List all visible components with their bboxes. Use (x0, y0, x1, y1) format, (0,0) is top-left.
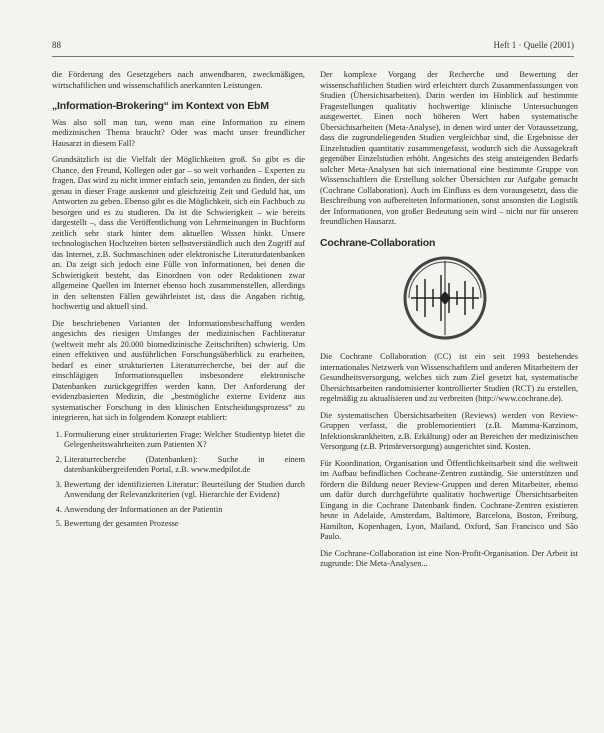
paragraph: Die Cochrane-Collaboration ist eine Non-Profit-Organisation. Der Arbeit ist zugrunde: Die Meta-Analysen... (320, 548, 578, 568)
concept-list (52, 430, 305, 530)
intro-paragraph: die Förderung des Gesetzgebers nach anwendbaren, zweckmäßigen, wirtschaftlichen und wissenschaftlich anerkannten Leistungen. (52, 70, 305, 90)
paragraph: Die Cochrane Collaboration (CC) ist ein seit 1993 bestehendes internationales Netzwerk von Wissenschaftlern und anderen Mitarbeitern der Gesundheitsversorgung, welches sich zum Ziel gesetzt hat, systematische Übersichtsarbeiten randomisierter kontrollierter Studien (RCT) zu erstellen, regelmäßig zu aktualisieren und zu verbreiten (http://www.cochrane.de). (320, 352, 578, 403)
list-item: 5. Bewertung der gesamten Prozesse (64, 519, 305, 530)
running-header (52, 40, 574, 54)
paragraph: Die beschriebenen Varianten der Informationsbeschaffung werden angesichts des riesigen Umfanges der medizinischen Fachliteratur (weltweit mehr als 20.000 biomedizinische Zeitschriften) schwierig. Um einen effektiven und ausführlichen Forschungsüberblick zu erarbeiten, bedarf es einer strukturierten Literaturrecherche, bei der auf die einschlägigen Informationsquellen insbesondere elektronische Datenbanken zurückgegriffen werden kann. Der Anforderung der evidenzbasierten Medizin, die „bestmögliche externe Evidenz aus systematischer Forschung in den klinischen Entscheidungsprozess“ zu integrieren, hat sich in folgendem Konzept etabliert: (52, 318, 305, 422)
section-heading-information-brokering: „Information-Brokering“ im Kontext von EbM (52, 100, 269, 112)
list-item: 4. Anwendung der Informationen an der Patientin (64, 505, 305, 516)
list-item: 1. Formulierung einer strukturierten Frage: Welcher Studientyp bietet die Gelegenheitswahrheiten zum Patienten X? (64, 430, 305, 451)
section-heading-cochrane: Cochrane-Collaboration (320, 236, 436, 249)
paragraph: Für Koordination, Organisation und Öffentlichkeitsarbeit sind die weltweit im Aufbau befindlichen Cochrane-Zentren zuständig. Sie unterstützen und fördern die Bildung neuer Review-Gruppen und deren Mitarbeiter, ebenso um dafür durch durchgeführte qualitativ hochwertige Übersichtsarbeiten Eingang in die Cochrane Datenbank finden. Cochrane-Zentren existieren heute in Adelaide, Amsterdam, Baltimore, Barcelona, Boston, Freiburg, Hamilton, Kopenhagen, Lyon, Mailand, Oxford, San Francisco und São Paulo. (320, 458, 578, 541)
paragraph: Grundsätzlich ist die Vielfalt der Möglichkeiten groß. So gibt es die Chance, den Freund, Kollegen oder gar – so weit vorhanden – Experten zu fragen. Das wird zu nicht immer einfach sein, jemanden zu finden, der sich genau in dieser Frage auskennt und gleichzeitig Zeit und Geduld hat, um Antworten zu geben. Ebenso gibt es die Möglichkeit, sich ein Fachbuch zu besorgen und es zu studieren. Da ist die Schwierigkeit – wie bereits dargestellt –, dass die Veröffentlichung von Lehrmeinungen in Buchform zeitlich sehr stark hinter dem aktuellen Wissen hinkt. Unsere technologischen Hochzeiten bieten selbstverständlich auch den Zugriff auf das Internet, z.B. Suchmaschinen oder elektronische Literaturdatenbanken an. Da zeigt sich jedoch eine Fülle von Informationen, bei denen die Schwierigkeit besteht, das Einordnen von oder Redaktionen zwar allgemeine Quellen im Internet ebenso hoch zusammenstellen, allerdings in den seltensten Fällen gewährleistet ist, dass die Angaben richtig, hochwertig und aktuell sind. (52, 155, 305, 311)
page-number: 88 (52, 40, 61, 50)
list-item: 3. Bewertung der identifizierten Literatur: Beurteilung der Studien durch Anwendung der Relevanzkriterien (vgl. Hierarchie der Evidenz) (64, 480, 305, 501)
cochrane-logo-icon (395, 255, 495, 341)
paragraph: Was also soll man tun, wenn man eine Information zu einem medizinischen Thema braucht? Oder was macht unser freundlicher Hausarzt in diesem Fall? (52, 117, 305, 148)
header-rule (52, 56, 574, 57)
left-column (52, 70, 305, 534)
right-column (320, 70, 578, 576)
paragraph: Der komplexe Vorgang der Recherche und Bewertung der wissenschaftlichen Studien wird erleichtert durch Zusammenfassungen von Studien (Übersichtsarbeiten). Darin werden im Hinblick auf bestimmte Fragestellungen qualitativ hochwertige klinische Untersuchungen ausgewertet. Einen noch höheren Wert haben systematische Übersichtsarbeiten (Meta-Analyse), in denen wird unter der Voraussetzung, dass die zugrundeliegenden Studien vergleichbar sind, die Ergebnisse der Einzelstudien quantitativ zusammengefasst, wodurch sich die Aussagekraft gegenüber Einzelstudien erhöht. Angesichts des steig ansteigenden Bedarfs solcher Meta-Analysen hat sich international eine bestimmte Gruppe von Wissenschaftlern die Erstellung solcher Übersichten zur Aufgabe gemacht (Cochrane Collaboration). Auch im Einfluss es dem vorausgesetzt, dass die Beschreibung von aufbereiteten Informationen, sonst ansonsten die Logistik der Informationen, von großer Bedeutung sein wird – nicht nur für unseren freundlichen Hausarzt. (320, 70, 578, 226)
cochrane-logo-figure (320, 254, 570, 342)
list-item: 2. Literaturrecherche (Datenbanken): Suche in einem datenbankübergreifenden Portal, z.B. www.medpilot.de (64, 455, 305, 476)
paragraph: Die systematischen Übersichtsarbeiten (Reviews) werden von Review-Gruppen verfasst, die problemorientiert (z.B. Mamma-Karzinom, Infektionskrankheiten, z.B. Erkältung) oder an Bereichen der medizinischen Versorgung (z.B. Primärversorgung) ausgerichtet sind. Kosten. (320, 410, 578, 451)
issue-label: Heft 1 · Quelle (2001) (493, 40, 574, 50)
